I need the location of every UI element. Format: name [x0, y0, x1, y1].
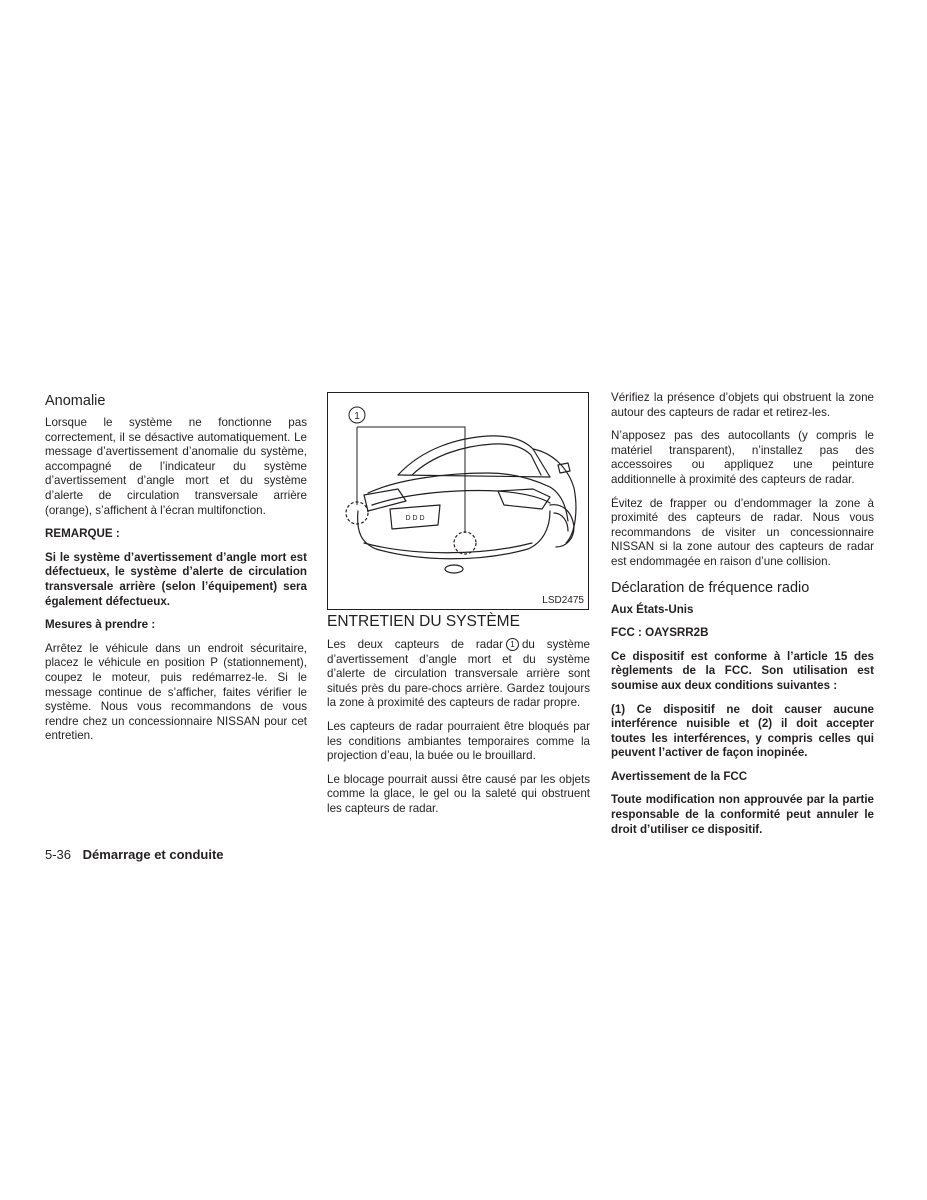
sticker-paragraph: N’apposez pas des autocollants (y compris le matériel transparent), n’installez pas des accessoires ou appliquez une peinture additionnelle à proximité des capteurs de radar.	[611, 429, 874, 486]
maintenance-heading: ENTRETIEN DU SYSTÈME	[327, 613, 520, 630]
remark-text: Si le système d’avertissement d’angle mort est défectueux, le système d’alerte de circulation transversale arrière (selon l’équipement) sera également défectueux.	[45, 550, 307, 608]
page-footer	[45, 847, 224, 863]
impact-paragraph: Évitez de frapper ou d’endommager la zone à proximité des capteurs de radar. Nous vous recommandons de visiter un concessionnaire NISSAN si la zone autour des capteurs de radar est endommagée en raison d’une collision.	[611, 496, 874, 568]
fcc-warning-text: Toute modification non approuvée par la partie responsable de la conformité peut annuler le droit d’utiliser ce dispositif.	[611, 793, 874, 836]
middle-column	[327, 612, 590, 826]
measures-label: Mesures à prendre :	[45, 618, 156, 632]
maintenance-p1-end: du système d’avertissement d’angle mort et du système d’alerte de circulation transversale arrière sont situés près du pare-chocs arrière. Gardez toujours la zone à proximité des capteurs de radar propre.	[327, 638, 590, 710]
check-paragraph: Vérifiez la présence d’objets qui obstruent la zone autour des capteurs de radar et retirez-les.	[611, 391, 874, 419]
radio-frequency-heading: Déclaration de fréquence radio	[611, 579, 810, 596]
fcc-id: FCC : OAYSRR2B	[611, 626, 709, 640]
maintenance-p1-start: Les deux capteurs de radar	[327, 638, 503, 651]
plate-badge: D D D	[405, 515, 425, 522]
right-column	[611, 391, 874, 846]
fcc-compliance: Ce dispositif est conforme à l’article 15 des règlements de la FCC. Son utilisation est soumise aux deux conditions suivantes :	[611, 649, 874, 692]
callout-number: 1	[354, 411, 360, 422]
left-column	[45, 392, 307, 753]
fcc-conditions: (1) Ce dispositif ne doit causer aucune interférence nuisible et (2) il doit accepter toutes les interférences, y compris celles qui peuvent l’activer de façon inopinée.	[611, 702, 874, 760]
remark-label: REMARQUE :	[45, 527, 120, 541]
maintenance-paragraph-2: Les capteurs de radar pourraient être bloqués par les conditions ambiantes temporaires comme la projection d’eau, la buée ou le brouillard.	[327, 719, 590, 763]
fcc-warning-label: Avertissement de la FCC	[611, 769, 748, 783]
rear-radar-sensor-figure	[327, 392, 589, 610]
chapter-title: Démarrage et conduite	[82, 847, 224, 862]
usa-label: Aux États-Unis	[611, 602, 694, 616]
anomaly-heading: Anomalie	[45, 393, 106, 409]
figure-code: LSD2475	[542, 595, 584, 606]
anomaly-paragraph: Lorsque le système ne fonctionne pas correctement, il se désactive automatiquement. Le message d’avertissement d’anomalie du système, accompagné de l’indicateur du système d’avertissement d’angle mort et du système d’alerte de circulation transversale arrière (orange), s’affichent à l’écran multifonction.	[45, 416, 307, 517]
measures-paragraph: Arrêtez le véhicule dans un endroit sécuritaire, placez le véhicule en position P (stationnement), coupez le moteur, puis redémarrez-le. Si le message continue de s’afficher, faites vérifier le système. Nous vous recommandons de vous rendre chez un concessionnaire NISSAN pour cet entretien.	[45, 641, 307, 743]
callout-1-inline: 1	[506, 638, 519, 651]
maintenance-paragraph-3: Le blocage pourrait aussi être causé par les objets comme la glace, le gel ou la saleté qui obstruent les capteurs de radar.	[327, 772, 590, 815]
car-rear-illustration	[328, 393, 588, 609]
page-number: 5-36	[45, 847, 72, 862]
maintenance-paragraph-1	[327, 638, 590, 711]
